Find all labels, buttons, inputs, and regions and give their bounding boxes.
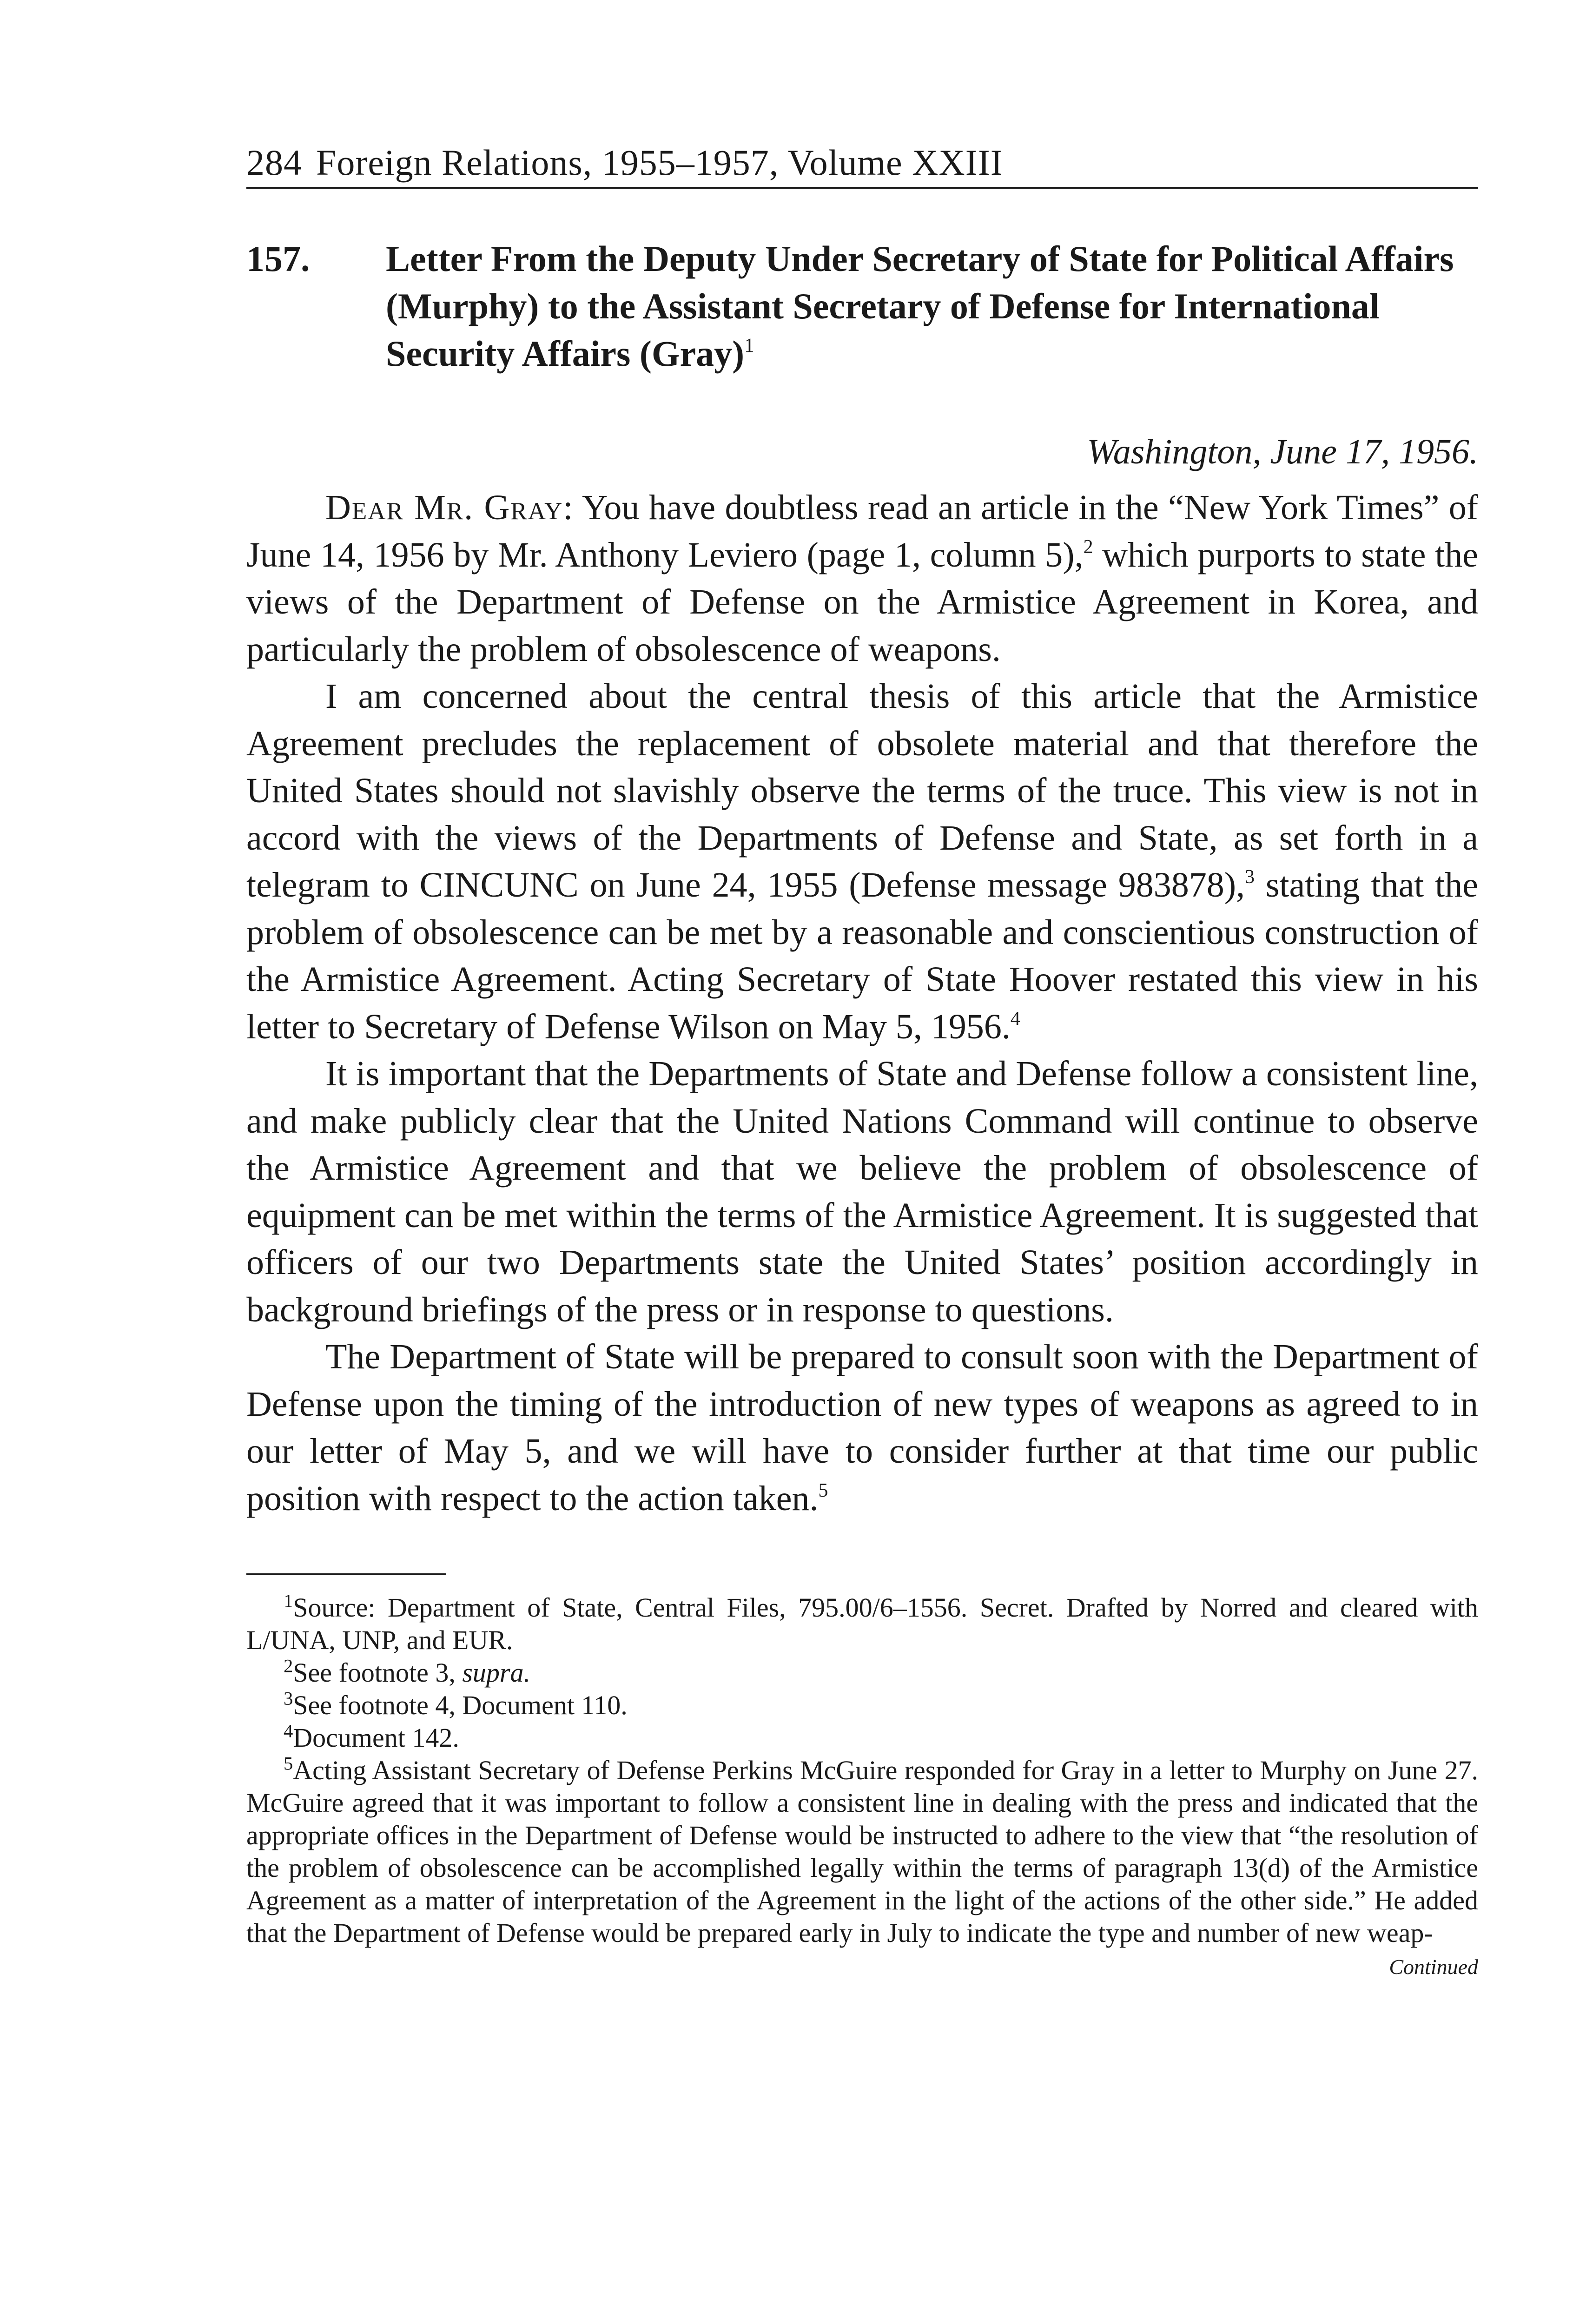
paragraph-text: The Department of State will be prepared to consult soon with the Department of Defense upon the timing of the introduction of new types of weapons as agreed to in our letter of May 5, and we will have to consider further at that time our public position with respect to the action taken. — [246, 1337, 1478, 1518]
paragraph-text: You have doubtless read an article in the “New York Times” of June 14, 1956 by Mr. Anthony Leviero (page 1, column 5), — [246, 488, 1478, 574]
footnote-text: See footnote 3, — [293, 1657, 463, 1688]
footnote-text: Acting Assistant Secretary of Defense Perkins McGuire responded for Gray in a letter to Murphy on June 27. McGuire agreed that it was important to follow a consistent line in dealing with the press and indicated that the appropriate offices in the Department of Defense would be instructed to adhere to the view that “the resolution of the problem of obsolescence can be accomplished legally within the terms of paragraph 13(d) of the Armistice Agreement as a matter of interpretation of the Agreement in the light of the actions of the other side.” He added that the Department of Defense would be prepared early in July to indicate the type and number of new weap- — [246, 1755, 1478, 1948]
document-heading — [246, 235, 1478, 377]
footnote-ref[interactable]: 3 — [1245, 866, 1255, 888]
body-paragraph-2 — [246, 673, 1478, 1050]
salutation: Dear Mr. Gray: — [325, 488, 574, 527]
footnote-2 — [246, 1657, 1478, 1689]
footnote-5 — [246, 1754, 1478, 1949]
footnote-mark: 3 — [284, 1688, 293, 1709]
body-paragraph-3: It is important that the Departments of State and Defense follow a consistent line, and make publicly clear that the United Nations Command will continue to observe the Armistice Agreement and that we believe the problem of obsolescence of equipment can be met within the terms of the Armistice Agreement. It is suggested that officers of our two Departments state the United States’ position accordingly in background briefings of the press or in response to questions. — [246, 1054, 1478, 1329]
continued-label: Continued — [1389, 1955, 1478, 1979]
body-paragraph-4 — [246, 1334, 1478, 1522]
document-number: 157. — [246, 238, 310, 279]
paragraph-text: stating that the problem of obsolescence can be met by a reasonable and conscientious construction of the Armistice Agreement. Acting Secretary of State Hoover restated this view in his letter to Secretary of Defense Wilson on May 5, 1956. — [246, 865, 1478, 1046]
footnotes — [246, 1591, 1478, 1949]
footnote-text: Source: Department of State, Central Files, 795.00/6–1556. Secret. Drafted by Norred and cleared with L/UNA, UNP, and EUR. — [246, 1592, 1478, 1655]
paragraph-text: which purports to state the views of the Department of Defense on the Armistice Agreement in Korea, and particularly the problem of obsolescence of weapons. — [246, 535, 1478, 669]
footnote-mark: 1 — [284, 1590, 293, 1611]
footnote-text: See footnote 4, Document 110. — [293, 1690, 628, 1720]
footnote-ref[interactable]: 4 — [1010, 1008, 1020, 1030]
document-title: Letter From the Deputy Under Secretary of State for Political Affairs (Murphy) to the Assistant Secretary of Defense for International Security Affairs (Gray) — [386, 238, 1454, 374]
footnote-mark: 2 — [284, 1655, 293, 1677]
footnote-3 — [246, 1689, 1478, 1722]
footnote-mark: 4 — [284, 1720, 293, 1742]
body-paragraph-1 — [246, 484, 1478, 673]
footnote-mark: 5 — [284, 1753, 293, 1774]
footnote-1 — [246, 1591, 1478, 1657]
footnote-text: Document 142. — [293, 1723, 459, 1753]
volume-title: Foreign Relations, 1955–1957, Volume XXIII — [316, 142, 1003, 183]
footnote-ref[interactable]: 5 — [818, 1479, 828, 1501]
page-number: 284 — [246, 142, 302, 183]
footnote-divider — [246, 1573, 446, 1575]
running-head — [246, 139, 1478, 189]
footnote-italic-text: supra. — [462, 1657, 530, 1688]
document-page — [246, 139, 1478, 1981]
footnote-ref[interactable]: 1 — [744, 334, 754, 357]
footnote-ref[interactable]: 2 — [1083, 536, 1093, 558]
paragraph-text: I am concerned about the central thesis of this article that the Armistice Agreement precludes the replacement of obsolete material and that therefore the United States should not slavishly observe the terms of the truce. This view is not in accord with the views of the Departments of Defense and State, as set forth in a telegram to CINCUNC on June 24, 1955 (Defense message 983878), — [246, 677, 1478, 905]
document-title-block — [386, 235, 1478, 377]
dateline: Washington, June 17, 1956. — [1087, 432, 1478, 471]
footnote-4 — [246, 1722, 1478, 1754]
